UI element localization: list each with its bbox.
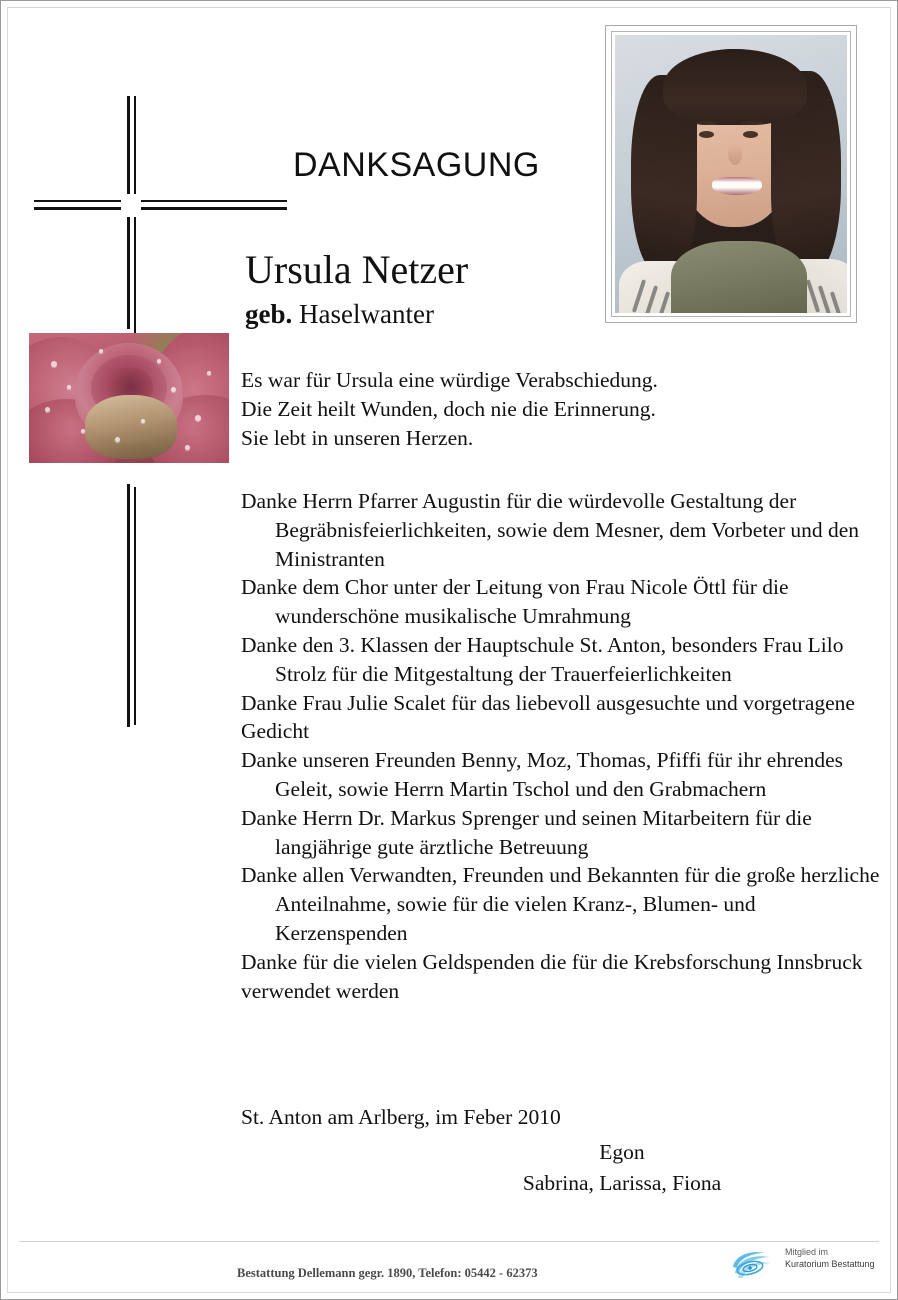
- thanks-paragraph: Danke Herrn Dr. Markus Sprenger und seinen Mitarbeitern für die langjährige gute ärztliche Betreuung: [241, 805, 812, 859]
- verse-line: Sie lebt in unseren Herzen.: [241, 426, 474, 450]
- thanks-paragraph: Danke unseren Freunden Benny, Moz, Thomas, Pfiffi für ihr ehrendes Geleit, sowie Herrn Martin Tschol und den Grabmachern: [241, 748, 844, 801]
- thanks-paragraph: Danke für die vielen Geldspenden die für die Krebsforschung Innsbruck verwendet werden: [241, 949, 863, 1003]
- maiden-prefix: geb.: [245, 299, 293, 329]
- kuratorium-logo-text: [785, 1247, 875, 1270]
- thanks-paragraph: Danke Frau Julie Scalet für das liebevoll ausgesuchte und vorgetragene Gedicht: [241, 690, 855, 744]
- swirl-icon: [729, 1247, 787, 1283]
- verse-block: [241, 366, 881, 453]
- portrait-photo: [615, 35, 847, 313]
- portrait-inner-border: [611, 31, 851, 317]
- verse-line: Es war für Ursula eine würdige Verabschiedung.: [241, 368, 658, 392]
- deceased-name: Ursula Netzer: [245, 247, 469, 292]
- kuratorium-line2: Kuratorium Bestattung: [785, 1258, 875, 1269]
- maiden-name-line: [245, 299, 434, 330]
- funeral-home-footer: Bestattung Dellemann gegr. 1890, Telefon: 05442 - 62373: [237, 1266, 538, 1280]
- thanks-paragraph: Danke den 3. Klassen der Hauptschule St. Anton, besonders Frau Lilo Strolz für die Mitgestaltung der Trauerfeierlichkeiten: [241, 632, 844, 686]
- kuratorium-logo: [729, 1241, 879, 1285]
- thanks-paragraph: Danke dem Chor unter der Leitung von Frau Nicole Öttl für die wunderschöne musikalische Umrahmung: [241, 575, 789, 629]
- thanks-block: [241, 487, 889, 1005]
- page-title: DANKSAGUNG: [293, 146, 540, 184]
- signature-block: [457, 1137, 787, 1199]
- kuratorium-line1: Mitglied im: [785, 1247, 829, 1257]
- rose-photo: [29, 333, 229, 463]
- signer-family: Sabrina, Larissa, Fiona: [522, 1171, 722, 1195]
- place-and-date: St. Anton am Arlberg, im Feber 2010: [241, 1105, 561, 1129]
- thanks-paragraph: Danke allen Verwandten, Freunden und Bekannten für die große herzliche Anteilnahme, sowie für die vielen Kranz-, Blumen- und Kerzenspenden: [241, 863, 880, 945]
- thanks-paragraph: Danke Herrn Pfarrer Augustin für die würdevolle Gestaltung der Begräbnisfeierlichkeiten, sowie dem Mesner, dem Vorbeter und den Ministranten: [241, 489, 860, 571]
- signer-name: Egon: [599, 1140, 645, 1164]
- verse-line: Die Zeit heilt Wunden, doch nie die Erinnerung.: [241, 397, 656, 421]
- portrait-frame: [605, 25, 857, 323]
- maiden-name: Haselwanter: [299, 299, 434, 329]
